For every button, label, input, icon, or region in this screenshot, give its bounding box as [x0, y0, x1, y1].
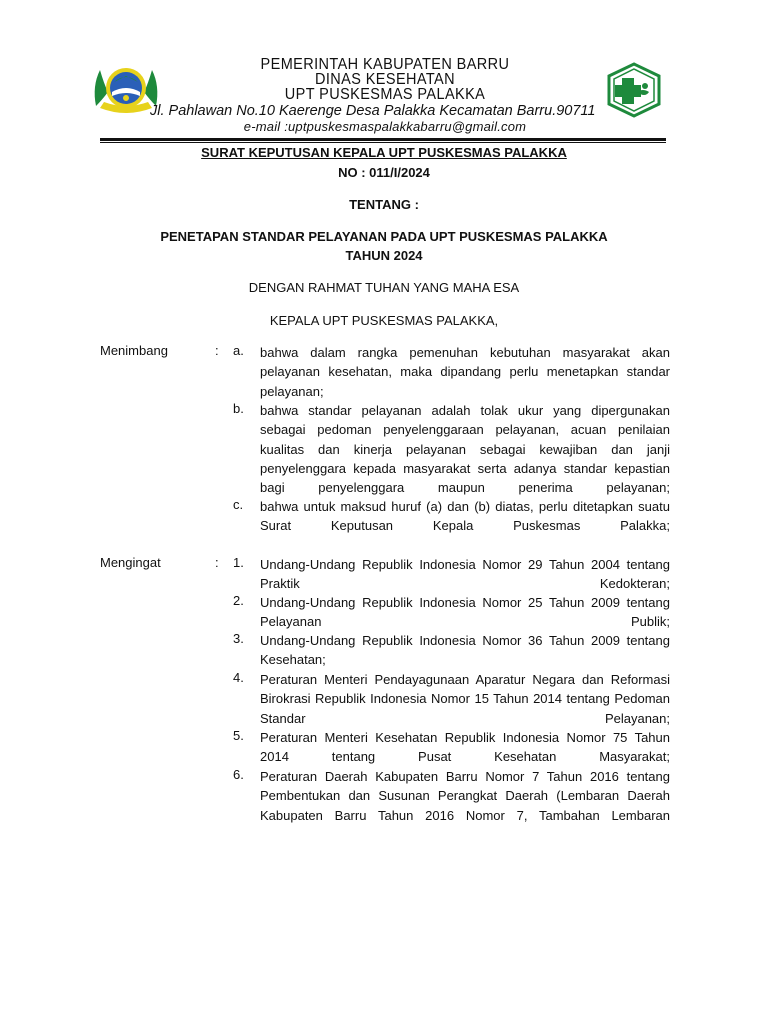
item-text: Peraturan Daerah Kabupaten Barru Nomor 7 Tahun 2016 tentang Pembentukan dan Susunan Perangkat Daerah (Lembaran Daerah Kabupaten Barru Tahun 2016 Nomor 7, Tambahan Lembaran — [260, 769, 670, 823]
mengingat-label: Mengingat — [100, 555, 161, 570]
subject-line-1: PENETAPAN STANDAR PELAYANAN PADA UPT PUSKESMAS PALAKKA — [160, 229, 608, 244]
menimbang-colon: : — [215, 343, 219, 358]
item-marker: 6. — [233, 767, 244, 782]
decree-number: NO : 011/I/2024 — [338, 165, 430, 180]
item-marker: 5. — [233, 728, 244, 743]
item-text: bahwa dalam rangka pemenuhan kebutuhan masyarakat akan pelayanan kesehatan, maka dipandang perlu menetapkan standar pelayanan; — [260, 345, 670, 399]
official-line: KEPALA UPT PUSKESMAS PALAKKA, — [269, 313, 499, 328]
department-name: DINAS KESEHATAN — [314, 71, 456, 89]
item-text: Undang-Undang Republik Indonesia Nomor 25 Tahun 2009 tentang Pelayanan Publik; — [260, 595, 670, 630]
item-marker: b. — [233, 401, 244, 416]
letterhead — [150, 58, 620, 134]
item-marker: 1. — [233, 555, 244, 570]
subject-line-2: TAHUN 2024 — [345, 248, 423, 263]
menimbang-label: Menimbang — [100, 343, 168, 358]
item-text: bahwa standar pelayanan adalah tolak ukur yang dipergunakan sebagai pedoman penyelenggaraan pelayanan, acuan penilaian kualitas dan kinerja pelayanan sebagai kewajiban dan janji penyelenggara kepada masyarakat serta adanya standar kepastian bagi penyelenggara maupun penerima pelayanan; — [260, 403, 670, 496]
letterhead-rule-thick — [100, 138, 666, 141]
item-marker: c. — [233, 497, 244, 512]
item-text: bahwa untuk maksud huruf (a) dan (b) diatas, perlu ditetapkan suatu Surat Keputusan Kepala Puskesmas Palakka; — [260, 499, 670, 534]
decree-title: SURAT KEPUTUSAN KEPALA UPT PUSKESMAS PALAKKA — [201, 145, 567, 160]
institution-name: UPT PUSKESMAS PALAKKA — [284, 86, 486, 104]
item-text: Peraturan Menteri Pendayagunaan Aparatur Negara dan Reformasi Birokrasi Republik Indonesia Nomor 15 Tahun 2014 tentang Pedoman Standar Pelayanan; — [260, 672, 670, 726]
email: e-mail :uptpuskesmaspalakkabarru@gmail.com — [243, 119, 527, 134]
item-text: Undang-Undang Republik Indonesia Nomor 29 Tahun 2004 tentang Praktik Kedokteran; — [260, 557, 670, 592]
about-label: TENTANG : — [349, 197, 419, 212]
item-marker: 2. — [233, 593, 244, 608]
address: Jl. Pahlawan No.10 Kaerenge Desa Palakka Kecamatan Barru.90711 — [150, 103, 596, 119]
mengingat-colon: : — [215, 555, 219, 570]
government-name: PEMERINTAH KABUPATEN BARRU — [260, 56, 510, 74]
item-text: Undang-Undang Republik Indonesia Nomor 36 Tahun 2009 tentang Kesehatan; — [260, 633, 670, 668]
item-text: Peraturan Menteri Kesehatan Republik Indonesia Nomor 75 Tahun 2014 tentang Pusat Kesehatan Masyarakat; — [260, 730, 670, 765]
letterhead-rule-thin — [100, 142, 666, 143]
item-marker: 3. — [233, 631, 244, 646]
blessing-line: DENGAN RAHMAT TUHAN YANG MAHA ESA — [248, 280, 520, 295]
item-marker: 4. — [233, 670, 244, 685]
item-marker: a. — [233, 343, 244, 358]
